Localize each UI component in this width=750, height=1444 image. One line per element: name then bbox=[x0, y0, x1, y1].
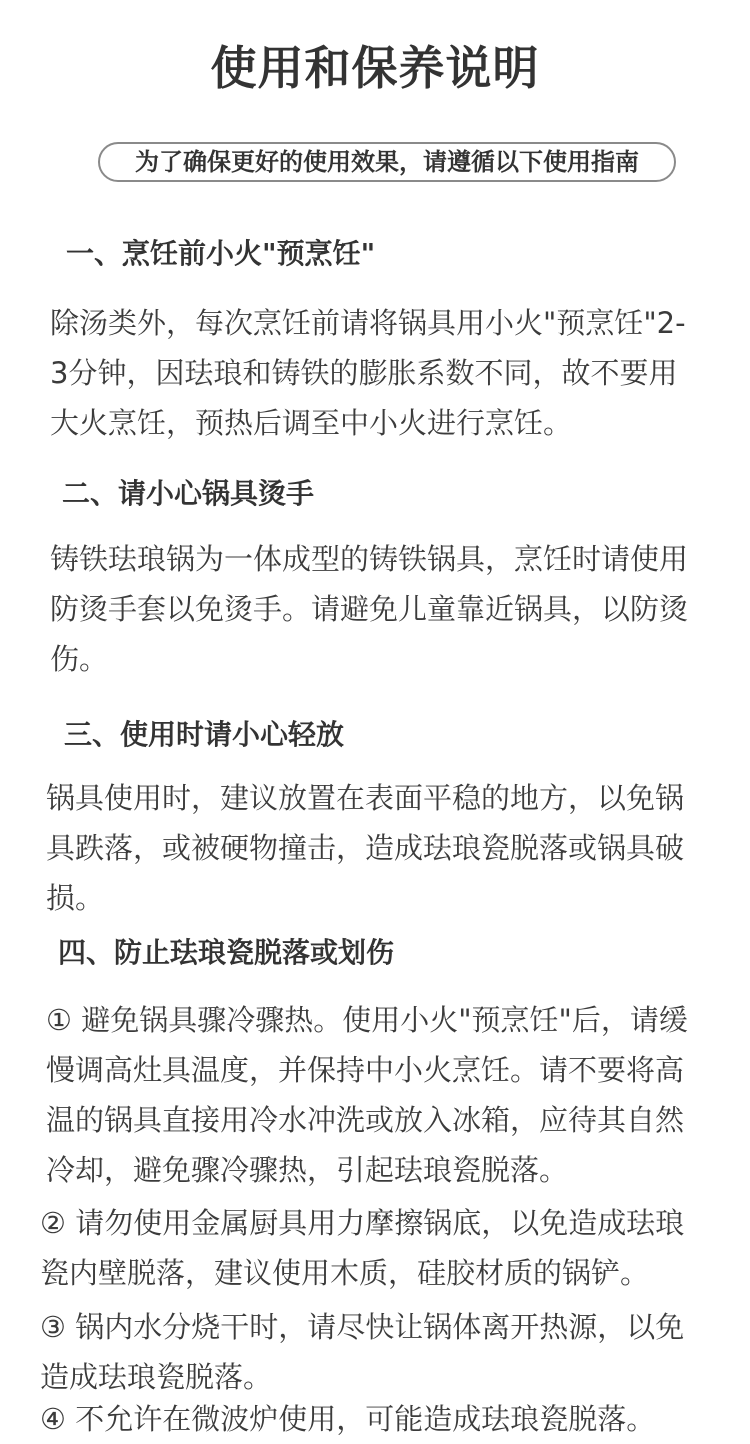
section-2-line-2: 防烫手套以免烫手。请避免儿童靠近锅具，以防烫 bbox=[50, 592, 689, 626]
section-4-item-3-line-2: 造成珐琅瓷脱落。 bbox=[40, 1360, 273, 1394]
section-3-body bbox=[46, 773, 684, 923]
section-4-item-2-line-1: ② 请勿使用金属厨具用力摩擦锅底，以免造成珐琅 bbox=[40, 1206, 685, 1240]
section-4-item-1-line-3: 温的锅具直接用冷水冲洗或放入冰箱，应待其自然 bbox=[46, 1103, 685, 1137]
section-1-line-1: 除汤类外，每次烹饪前请将锅具用小火"预烹饪"2- bbox=[50, 306, 686, 340]
section-4-item-4 bbox=[40, 1394, 655, 1444]
section-4-item-2-line-2: 瓷内壁脱落，建议使用木质，硅胶材质的锅铲。 bbox=[40, 1256, 650, 1290]
section-3-line-2: 具跌落，或被硬物撞击，造成珐琅瓷脱落或锅具破 bbox=[46, 831, 685, 865]
section-1-body bbox=[50, 298, 686, 448]
page-title: 使用和保养说明 bbox=[210, 41, 540, 95]
section-2-line-1: 铸铁珐琅锅为一体成型的铸铁锅具，烹饪时请使用 bbox=[50, 542, 689, 576]
section-4-item-1 bbox=[46, 995, 688, 1195]
section-4-item-3 bbox=[40, 1302, 684, 1402]
section-4-heading: 四、防止珐琅瓷脱落或划伤 bbox=[58, 936, 395, 969]
section-3-line-3: 损。 bbox=[46, 881, 105, 915]
section-2-body bbox=[50, 534, 688, 684]
section-1-line-2: 3分钟，因珐琅和铸铁的膨胀系数不同，故不要用 bbox=[50, 356, 678, 390]
section-1-line-3: 大火烹饪，预热后调至中小火进行烹饪。 bbox=[50, 406, 573, 440]
section-4-item-4-line-1: ④ 不允许在微波炉使用，可能造成珐琅瓷脱落。 bbox=[40, 1402, 656, 1436]
section-3-line-1: 锅具使用时，建议放置在表面平稳的地方，以免锅 bbox=[46, 781, 685, 815]
section-1-heading: 一、烹饪前小火"预烹饪" bbox=[66, 237, 376, 270]
section-2-line-3: 伤。 bbox=[50, 642, 109, 676]
section-4-item-1-line-2: 慢调高灶具温度，并保持中小火烹饪。请不要将高 bbox=[46, 1053, 685, 1087]
section-4-item-1-line-1: ① 避免锅具骤冷骤热。使用小火"预烹饪"后，请缓 bbox=[46, 1003, 688, 1037]
section-2-heading: 二、请小心锅具烫手 bbox=[62, 477, 315, 510]
section-4-item-2 bbox=[40, 1198, 684, 1298]
subtitle-pill: 为了确保更好的使用效果，请遵循以下使用指南 bbox=[98, 142, 676, 182]
section-4-item-3-line-1: ③ 锅内水分烧干时，请尽快让锅体离开热源，以免 bbox=[40, 1310, 685, 1344]
section-3-heading: 三、使用时请小心轻放 bbox=[64, 718, 345, 751]
section-4-item-1-line-4: 冷却，避免骤冷骤热，引起珐琅瓷脱落。 bbox=[46, 1153, 569, 1187]
